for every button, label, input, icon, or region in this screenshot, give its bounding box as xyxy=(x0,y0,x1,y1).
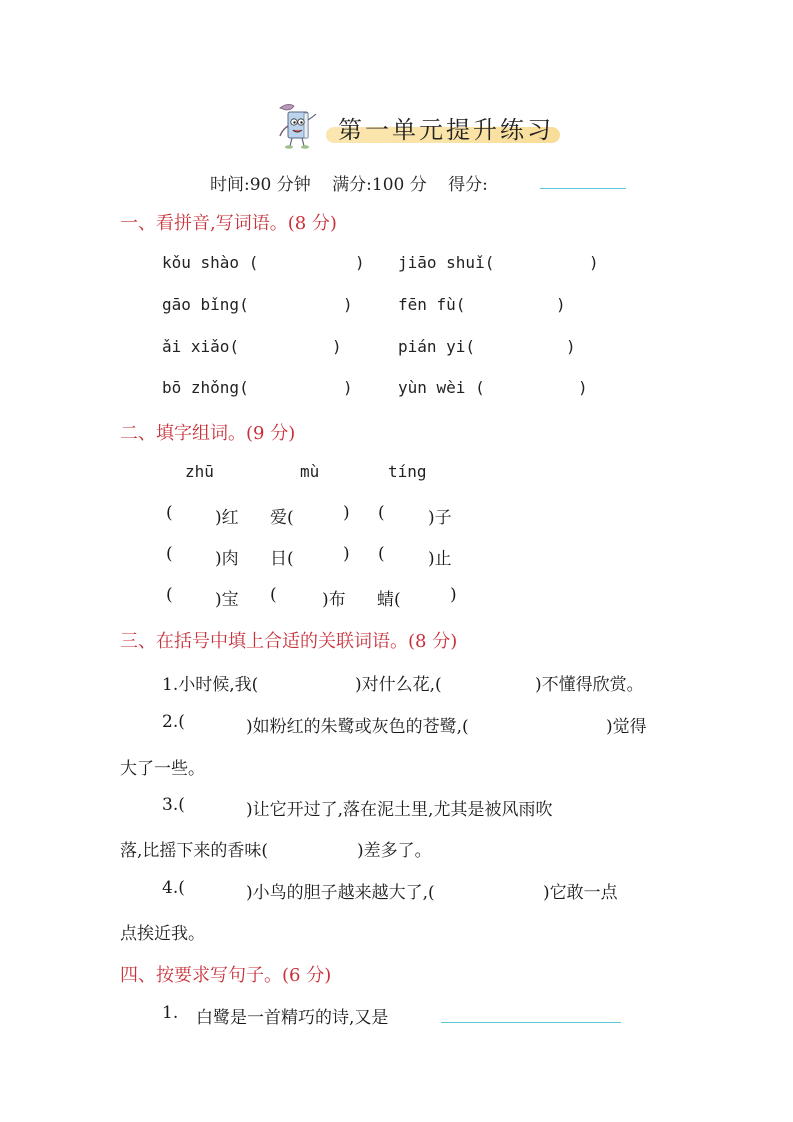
q1-part-a: 1.小时候,我( xyxy=(162,675,259,695)
paren-close: ) xyxy=(578,378,588,397)
s4-q1-number: 1. xyxy=(162,1003,179,1023)
cell: )止 xyxy=(428,549,452,569)
q3-part-c: 落,比摇下来的香味( xyxy=(120,841,269,861)
pinyin-header: mù xyxy=(300,462,320,481)
pinyin-item: kǒu shào ( xyxy=(162,253,259,272)
paren-close: ) xyxy=(355,253,365,272)
section1-title: 一、看拼音,写词语。(8 分) xyxy=(120,213,337,234)
pinyin-item: jiāo shuǐ( xyxy=(398,253,495,272)
title-banner xyxy=(274,100,574,152)
q2-part-b: )如粉红的朱鹭或灰色的苍鹭,( xyxy=(246,717,469,737)
paren-close: ) xyxy=(343,295,353,314)
q2-part-d: 大了一些。 xyxy=(120,759,205,779)
cell: ) xyxy=(343,503,350,523)
score-input-line[interactable] xyxy=(540,188,626,189)
pinyin-header: tíng xyxy=(388,462,427,481)
q2-part-c: )觉得 xyxy=(606,717,647,737)
cell: )子 xyxy=(428,508,452,528)
section4-title: 四、按要求写句子。(6 分) xyxy=(120,965,332,986)
q4-part-b: )小鸟的胆子越来越大了,( xyxy=(246,883,435,903)
cell: )红 xyxy=(215,508,239,528)
cell: )宝 xyxy=(215,590,239,610)
paren-close: ) xyxy=(343,378,353,397)
cell: ( xyxy=(378,544,385,564)
q1-part-c: )不懂得欣赏。 xyxy=(535,675,644,695)
cell: ( xyxy=(166,503,173,523)
cell: ( xyxy=(166,585,173,605)
pinyin-item: gāo bǐng( xyxy=(162,295,249,314)
pinyin-header: zhū xyxy=(185,462,214,481)
q1-part-b: )对什么花,( xyxy=(355,675,442,695)
q4-part-a: 4.( xyxy=(162,878,185,898)
score-label: 得分: xyxy=(448,175,488,195)
q4-part-d: 点挨近我。 xyxy=(120,924,205,944)
paren-close: ) xyxy=(556,295,566,314)
pinyin-item: bō zhǒng( xyxy=(162,378,249,397)
paren-close: ) xyxy=(589,253,599,272)
pinyin-item: fēn fù( xyxy=(398,295,466,314)
q2-part-a: 2.( xyxy=(162,712,185,732)
q4-part-c: )它敢一点 xyxy=(543,883,618,903)
cell: 蜻( xyxy=(377,590,401,610)
full-score-label: 满分:100 分 xyxy=(332,175,427,195)
section2-title: 二、填字组词。(9 分) xyxy=(120,423,296,444)
book-mascot-icon xyxy=(274,100,318,150)
cell: ( xyxy=(166,544,173,564)
cell: ( xyxy=(270,585,277,605)
cell: 日( xyxy=(270,549,294,569)
paren-close: ) xyxy=(566,337,576,356)
q3-part-b: )让它开过了,落在泥土里,尤其是被风雨吹 xyxy=(246,800,553,820)
pinyin-item: pián yi( xyxy=(398,337,476,356)
page-title: 第一单元提升练习 xyxy=(338,116,554,144)
pinyin-item: yùn wèi ( xyxy=(398,378,485,397)
s4-q1-text: 白鹭是一首精巧的诗,又是 xyxy=(196,1008,389,1028)
section3-title: 三、在括号中填上合适的关联词语。(8 分) xyxy=(120,631,458,652)
q3-part-d: )差多了。 xyxy=(357,841,432,861)
exam-meta xyxy=(210,170,504,195)
time-label: 时间:90 分钟 xyxy=(210,175,311,195)
cell: ( xyxy=(378,503,385,523)
s4-q1-answer-line[interactable] xyxy=(441,1022,621,1023)
cell: ) xyxy=(343,544,350,564)
cell: ) xyxy=(450,585,457,605)
cell: )肉 xyxy=(215,549,239,569)
cell: )布 xyxy=(322,590,346,610)
pinyin-item: ǎi xiǎo( xyxy=(162,337,240,356)
q3-part-a: 3.( xyxy=(162,795,185,815)
cell: 爱( xyxy=(270,508,294,528)
paren-close: ) xyxy=(332,337,342,356)
